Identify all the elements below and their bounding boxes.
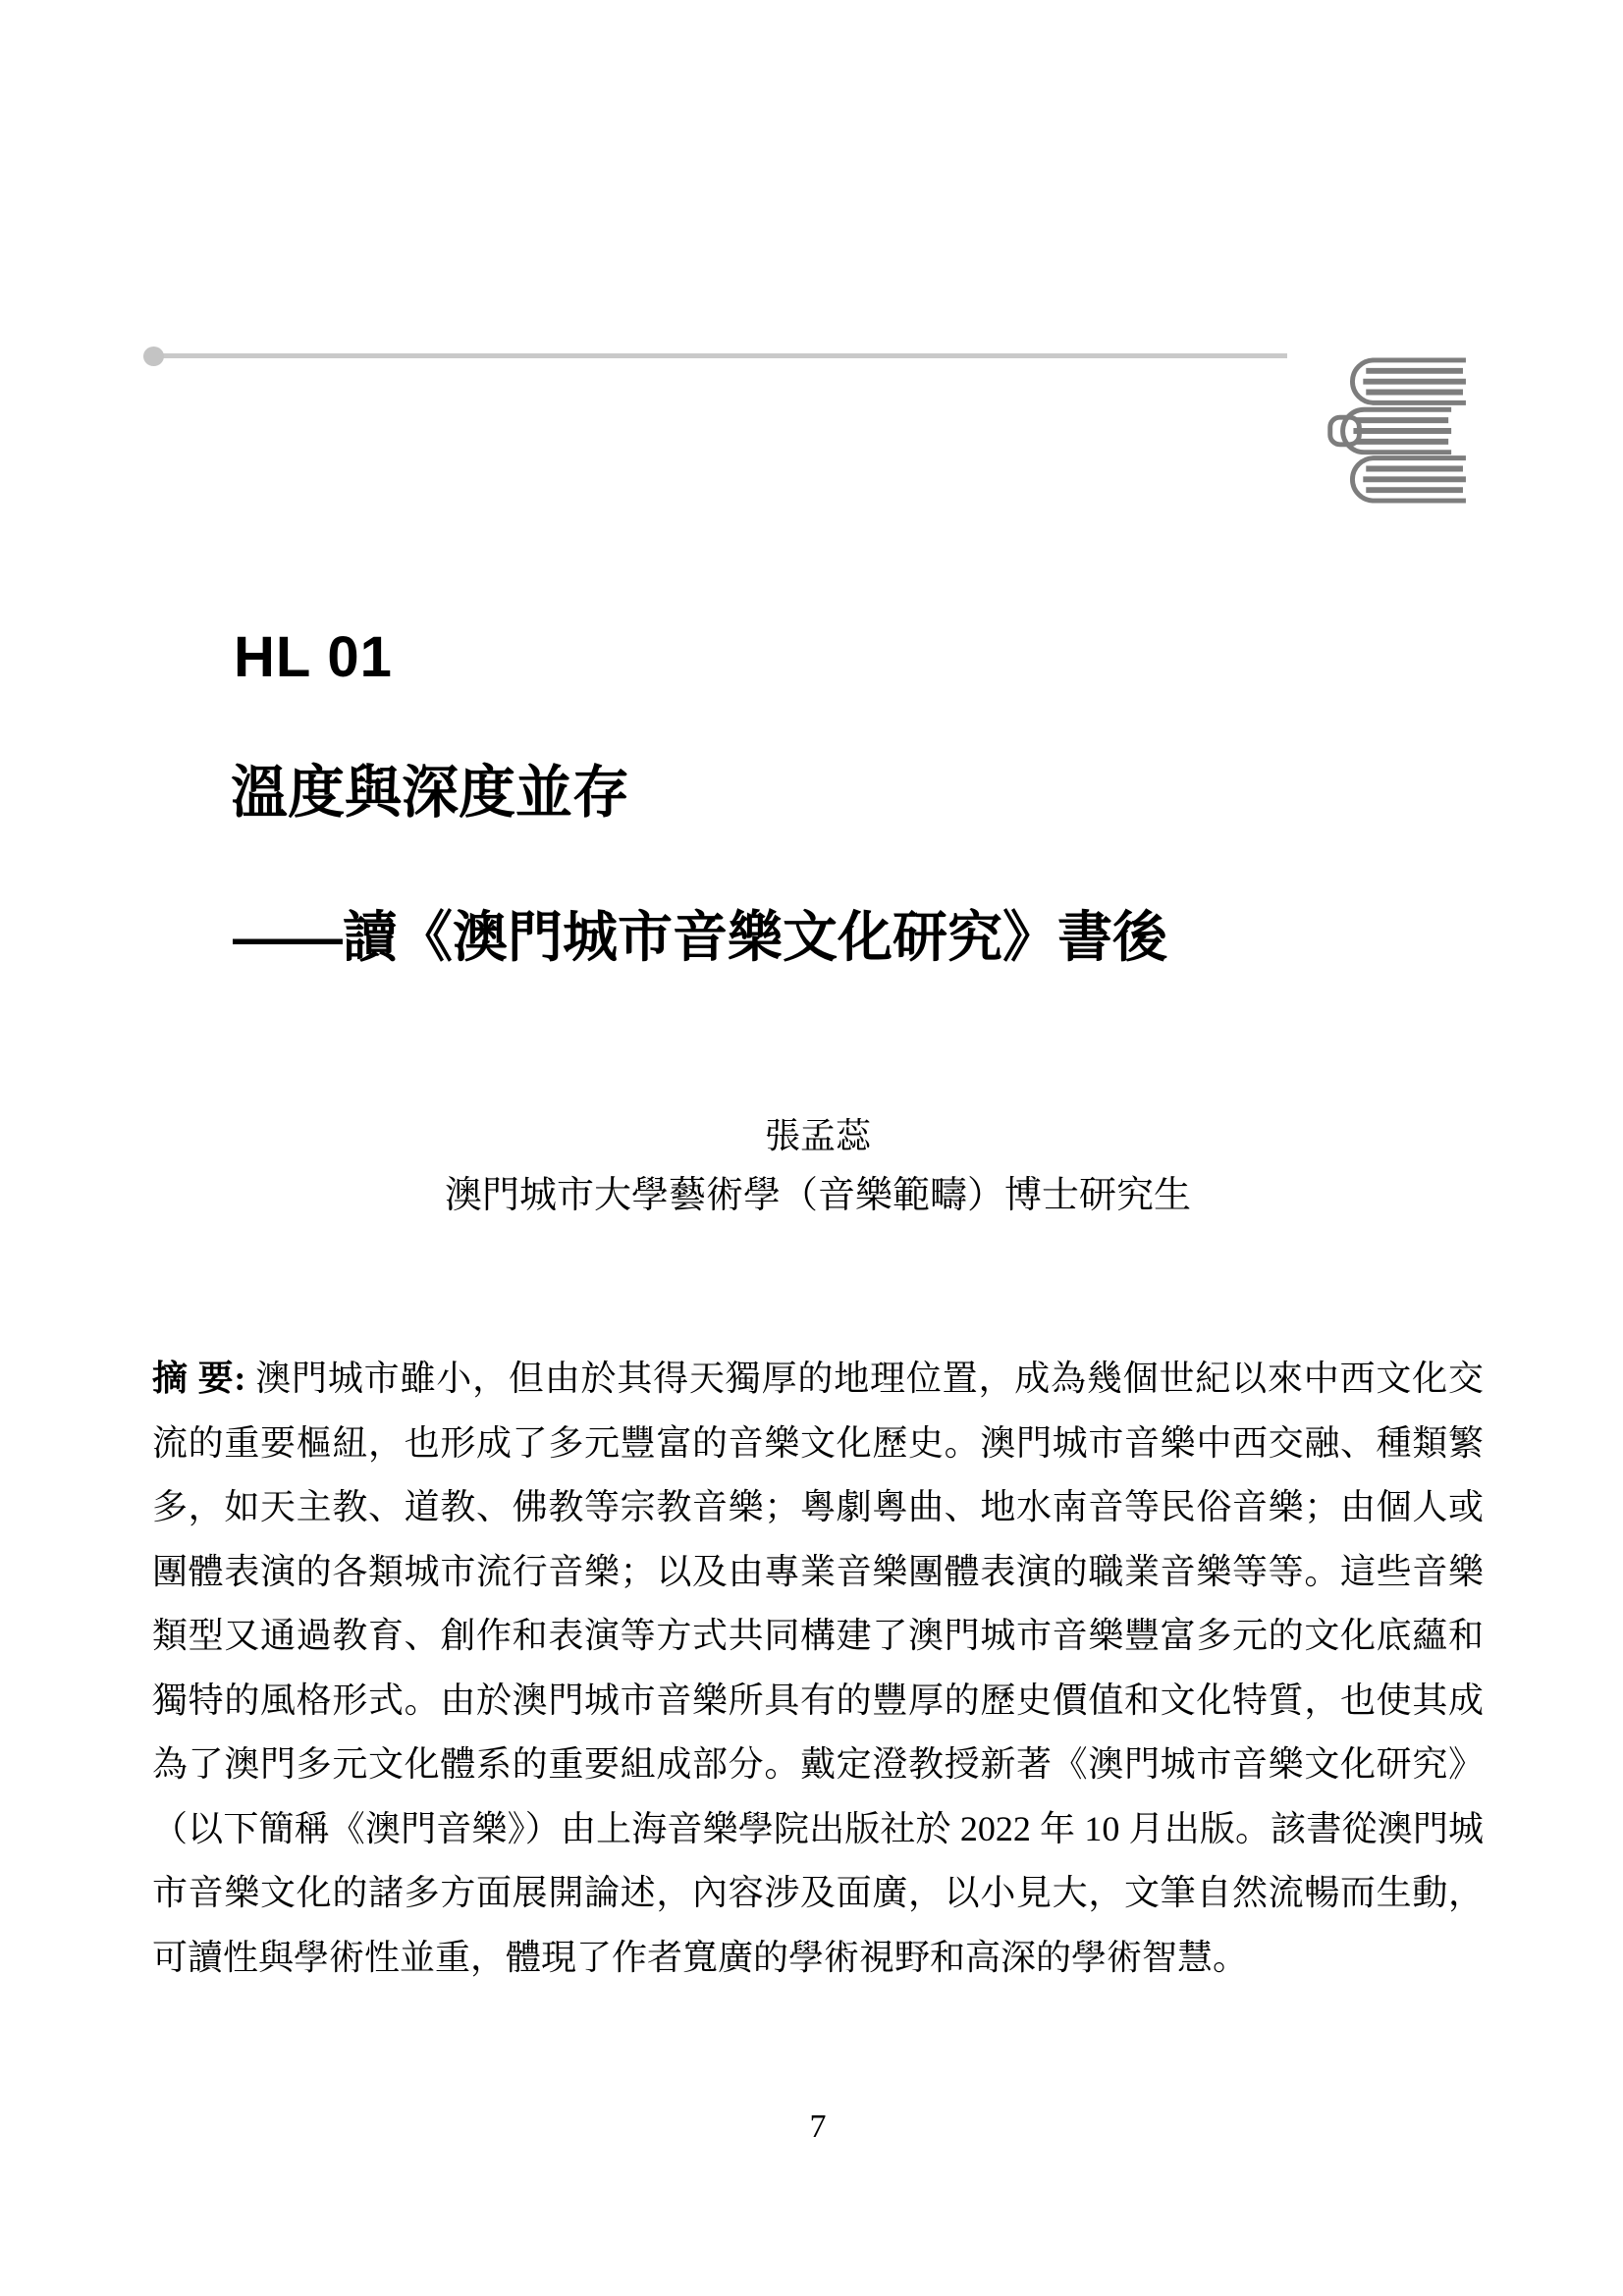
article-subtitle: ——讀《澳門城市音樂文化研究》書後: [233, 906, 1167, 968]
books-stack-icon: [1304, 355, 1469, 506]
author-name: 張孟蕊: [764, 1116, 871, 1155]
abstract-label: 摘 要:: [152, 1359, 246, 1398]
abstract-paragraph: [152, 1347, 1484, 1990]
author-affiliation: 澳門城市大學藝術學（音樂範疇）博士研究生: [444, 1175, 1191, 1216]
header-divider-rule: [154, 353, 1287, 358]
abstract-text: 澳門城市雖小，但由於其得天獨厚的地理位置，成為幾個世紀以來中西文化交流的重要樞紐，也形成了多元豐富的音樂文化歷史。澳門城市音樂中西交融、種類繁多，如天主教、道教、佛教等宗教音樂；粵劇粵曲、地水南音等民俗音樂；由個人或團體表演的各類城市流行音樂；以及由專業音樂團體表演的職業音樂等等。這些音樂類型又通過教育、創作和表演等方式共同構建了澳門城市音樂豐富多元的文化底蘊和獨特的風格形式。由於澳門城市音樂所具有的豐厚的歷史價值和文化特質，也使其成為了澳門多元文化體系的重要組成部分。戴定澄教授新著《澳門城市音樂文化研究》（以下簡稱《澳門音樂》）由上海音樂學院出版社於 2022 年 10 月出版。該書從澳門城市音樂文化的諸多方面展開論述，內容涉及面廣，以小見大，文筆自然流暢而生動，可讀性與學術性並重，體現了作者寬廣的學術視野和高深的學術智慧。: [152, 1359, 1484, 1977]
header-divider-dot: [143, 347, 164, 366]
page-number: 7: [809, 2109, 827, 2145]
article-code: HL 01: [234, 625, 393, 689]
article-title: 溫度與深度並存: [231, 761, 630, 825]
